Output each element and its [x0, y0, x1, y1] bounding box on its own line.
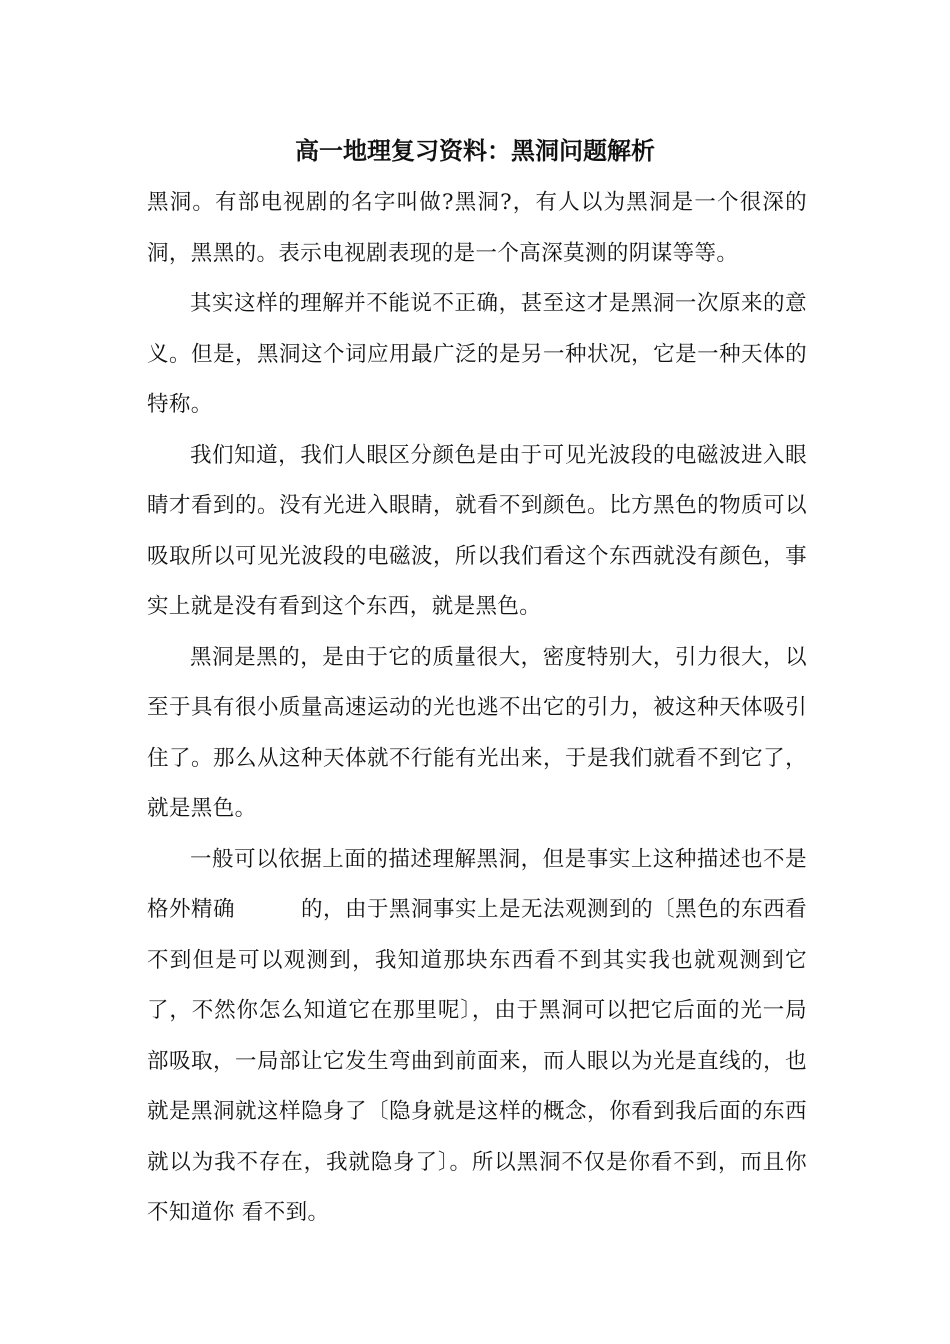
paragraph-1: 黑洞。有部电视剧的名字叫做?黑洞?，有人以为黑洞是一个很深的洞，黑黑的。表示电视剧表现的是一个高深莫测的阴谋等等。 — [147, 190, 807, 266]
document-title: 高一地理复习资料：黑洞问题解析 — [295, 136, 655, 165]
paragraph-5: 一般可以依据上面的描述理解黑洞，但是事实上这种描述也不是格外精确 的，由于黑洞事实上是无法观测到的〔黑色的东西看不到但是可以观测到，我知道那块东西看不到其实我也就观测到它了，不然你怎么知道它在那里呢〕，由于黑洞可以把它后面的光一局部吸取，一局部让它发生弯曲到前面来，而人眼以为光是直线的，也就是黑洞就这样隐身了〔隐身就是这样的概念，你看到我后面的东西就以为我不存在，我就隐身了〕。所以黑洞不仅是你看不到，而且你不知道你 看不到。 — [147, 846, 807, 1225]
document-body — [147, 178, 807, 1239]
paragraph-3: 我们知道，我们人眼区分颜色是由于可见光波段的电磁波进入眼睛才看到的。没有光进入眼睛，就看不到颜色。比方黑色的物质可以吸取所以可见光波段的电磁波，所以我们看这个东西就没有颜色，事实上就是没有看到这个东西，就是黑色。 — [147, 442, 807, 619]
paragraph-2: 其实这样的理解并不能说不正确，甚至这才是黑洞一次原来的意义。但是，黑洞这个词应用最广泛的是另一种状况，它是一种天体的特称。 — [147, 291, 807, 417]
paragraph-4: 黑洞是黑的，是由于它的质量很大，密度特别大，引力很大，以至于具有很小质量高速运动的光也逃不出它的引力，被这种天体吸引住了。那么从这种天体就不行能有光出来，于是我们就看不到它了，就是黑色。 — [147, 644, 807, 821]
